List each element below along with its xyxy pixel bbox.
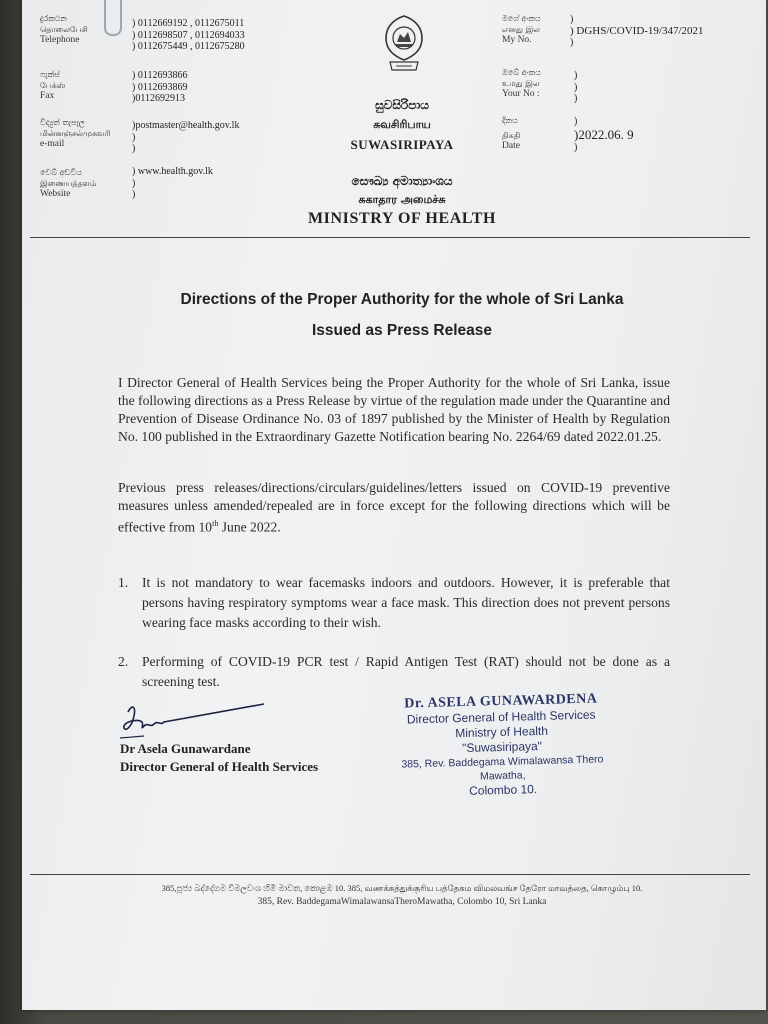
website-label-en: Website — [40, 189, 71, 199]
my-no-value-block: ) ) DGHS/COVID-19/347/2021 ) — [570, 14, 704, 48]
website-value: www.health.gov.lk — [137, 166, 213, 177]
fax-label-si: ෆැක්ස් — [40, 70, 60, 79]
email-value-block: )postmaster@health.gov.lk ) ) — [132, 120, 240, 154]
telephone-label-en: Telephone — [40, 35, 80, 45]
telephone-label-si: දුරකථන — [40, 14, 67, 23]
stamp-line-5: Colombo 10. — [468, 782, 538, 798]
stamp-line-4: 385, Rev. Baddegama Wimalawansa Thero Mawatha, — [401, 753, 604, 783]
paper-clip — [104, 0, 122, 36]
website-label-ta: இணையத்தளம் — [40, 178, 97, 188]
footer-divider — [30, 874, 750, 875]
telephone-values: ) 0112669192 , 0112675011 ) 0112698507 , 0112694033 ) 0112675449 , 0112675280 — [132, 18, 245, 52]
fax-label — [40, 70, 65, 102]
my-no-label-ta: எனது இல — [502, 24, 540, 34]
stamp-line-1: Director General of Health Services — [406, 707, 596, 727]
telephone-value-3: 0112675449 , 0112675280 — [137, 41, 245, 52]
stamp-line-2: Ministry of Health — [455, 723, 549, 741]
title-line-2: Issued as Press Release — [311, 322, 493, 339]
website-value-block: ) www.health.gov.lk ) ) — [132, 166, 213, 200]
effective-paragraph-sup: th — [212, 519, 219, 528]
date-value: 2022.06. 9 — [578, 126, 634, 142]
signatory-name: Dr Asela Gunawardane — [120, 741, 251, 756]
date-label-en: Date — [502, 141, 520, 151]
effective-paragraph-date: June 2022. — [218, 519, 281, 535]
your-no-label-ta: உமது இல — [502, 78, 540, 88]
effective-paragraph-text: Previous press releases/directions/circulars/guidelines/letters issued on COVID-19 preventive measures unless amended/repealed are in force except for the following directions which will be effective from 10 — [118, 480, 670, 535]
signatory-title: Director General of Health Services — [120, 759, 319, 774]
website-label-si: වෙබ් අඩවිය — [40, 168, 82, 177]
my-no-value: DGHS/COVID-19/347/2021 — [576, 24, 704, 37]
direction-text: It is not mandatory to wear facemasks indoors and outdoors. However, it is preferable that persons having respiratory symptoms wear a face mask. This direction does not prevent persons wearing face masks according to their wish. — [142, 575, 670, 630]
handwritten-signature-icon — [114, 700, 274, 740]
your-no-label-si: ඔබේ අංකය — [502, 68, 541, 77]
direction-number: 1. — [118, 575, 129, 590]
intro-paragraph: I Director General of Health Services being the Proper Authority for the whole of Sri Lanka, issue the following directions as a Press Release by virtue of the regulation made under the Quarantine and Prevention of Disease Ordinance No. 03 of 1897 published by the Minister of Health by Regulation No. 100 published in the Extraordinary Gazette Notification bearing No. 2264/69 dated 2022.01.25. — [118, 375, 670, 444]
your-no-label-en: Your No : — [502, 89, 540, 99]
fax-label-ta: பேக்ஸ் — [40, 80, 66, 90]
date-value-block: ) )2022.06. 9 ) — [574, 116, 634, 153]
ministry-name-ta: சுகாதார அமைச்சு — [358, 193, 446, 206]
email-label-en: e-mail — [40, 139, 65, 149]
email-label-ta: மின்னஞ்சல்முகவரி — [40, 128, 111, 138]
fax-value-3: 0112692913 — [135, 93, 185, 104]
date-label-ta: திகதி — [502, 130, 521, 140]
date-label — [502, 116, 520, 152]
email-value: postmaster@health.gov.lk — [135, 120, 240, 131]
telephone-value-2: 0112698507 , 0112694033 — [137, 29, 245, 41]
fax-value-2: 0112693869 — [137, 81, 188, 93]
email-label — [40, 118, 110, 150]
document-title — [122, 284, 682, 346]
my-no-label — [502, 14, 541, 46]
my-no-label-en: My No. — [502, 35, 532, 45]
ministry-name-en: MINISTRY OF HEALTH — [307, 210, 497, 227]
stamp-line-3: "Suwasiripaya" — [461, 738, 543, 756]
my-no-label-si: මගේ අංකය — [502, 14, 541, 23]
telephone-label — [40, 14, 88, 46]
building-name-en: SUWASIRIPAYA — [350, 137, 454, 152]
effective-paragraph — [118, 479, 670, 537]
footer-address-local: 385,පූජ්‍ය බද්දේගම විමලවංශ හිමි මාවත, කොළඹ 10. 385, வணக்கத்துக்குரிய பத்தேகம விமலவங்ச தேரோ மாவத்தை, கொழும்பு 10. — [161, 883, 643, 893]
building-name-si: සුවසිරිපාය — [375, 98, 429, 112]
fax-values: ) 0112693866 ) 0112693869 )0112692913 — [132, 70, 188, 104]
header-divider — [30, 237, 750, 238]
website-label — [40, 168, 96, 200]
official-stamp — [381, 691, 624, 801]
building-name-ta: சுவசிரிபாய — [373, 118, 431, 131]
fax-value-1: 0112693866 — [137, 70, 188, 81]
government-crest-icon — [382, 14, 426, 78]
fax-label-en: Fax — [40, 91, 55, 101]
date-label-si: දිනය — [502, 116, 518, 125]
telephone-label-ta: தொலைபேசி — [40, 24, 88, 34]
document-page — [22, 0, 766, 1010]
direction-text: Performing of COVID-19 PCR test / Rapid Antigen Test (RAT) should not be done as a screening test. — [142, 654, 670, 689]
your-no-value-block: ) ) ) — [574, 70, 578, 104]
your-no-label — [502, 68, 541, 100]
email-label-si: විද්‍යුත් තැපෑල — [40, 118, 85, 127]
title-line-1: Directions of the Proper Authority for the whole of Sri Lanka — [180, 291, 624, 308]
telephone-value-1: 0112669192 , 0112675011 — [137, 18, 245, 29]
footer-address-en: 385, Rev. BaddegamaWimalawansaTheroMawatha, Colombo 10, Sri Lanka — [257, 897, 547, 907]
ministry-name-si: සෞඛ්‍ය අමාත්‍යාංශය — [351, 174, 453, 188]
direction-item — [118, 573, 670, 633]
direction-number: 2. — [118, 654, 129, 669]
stamp-name: Dr. ASELA GUNAWARDENA — [404, 691, 598, 712]
direction-item — [118, 652, 670, 692]
